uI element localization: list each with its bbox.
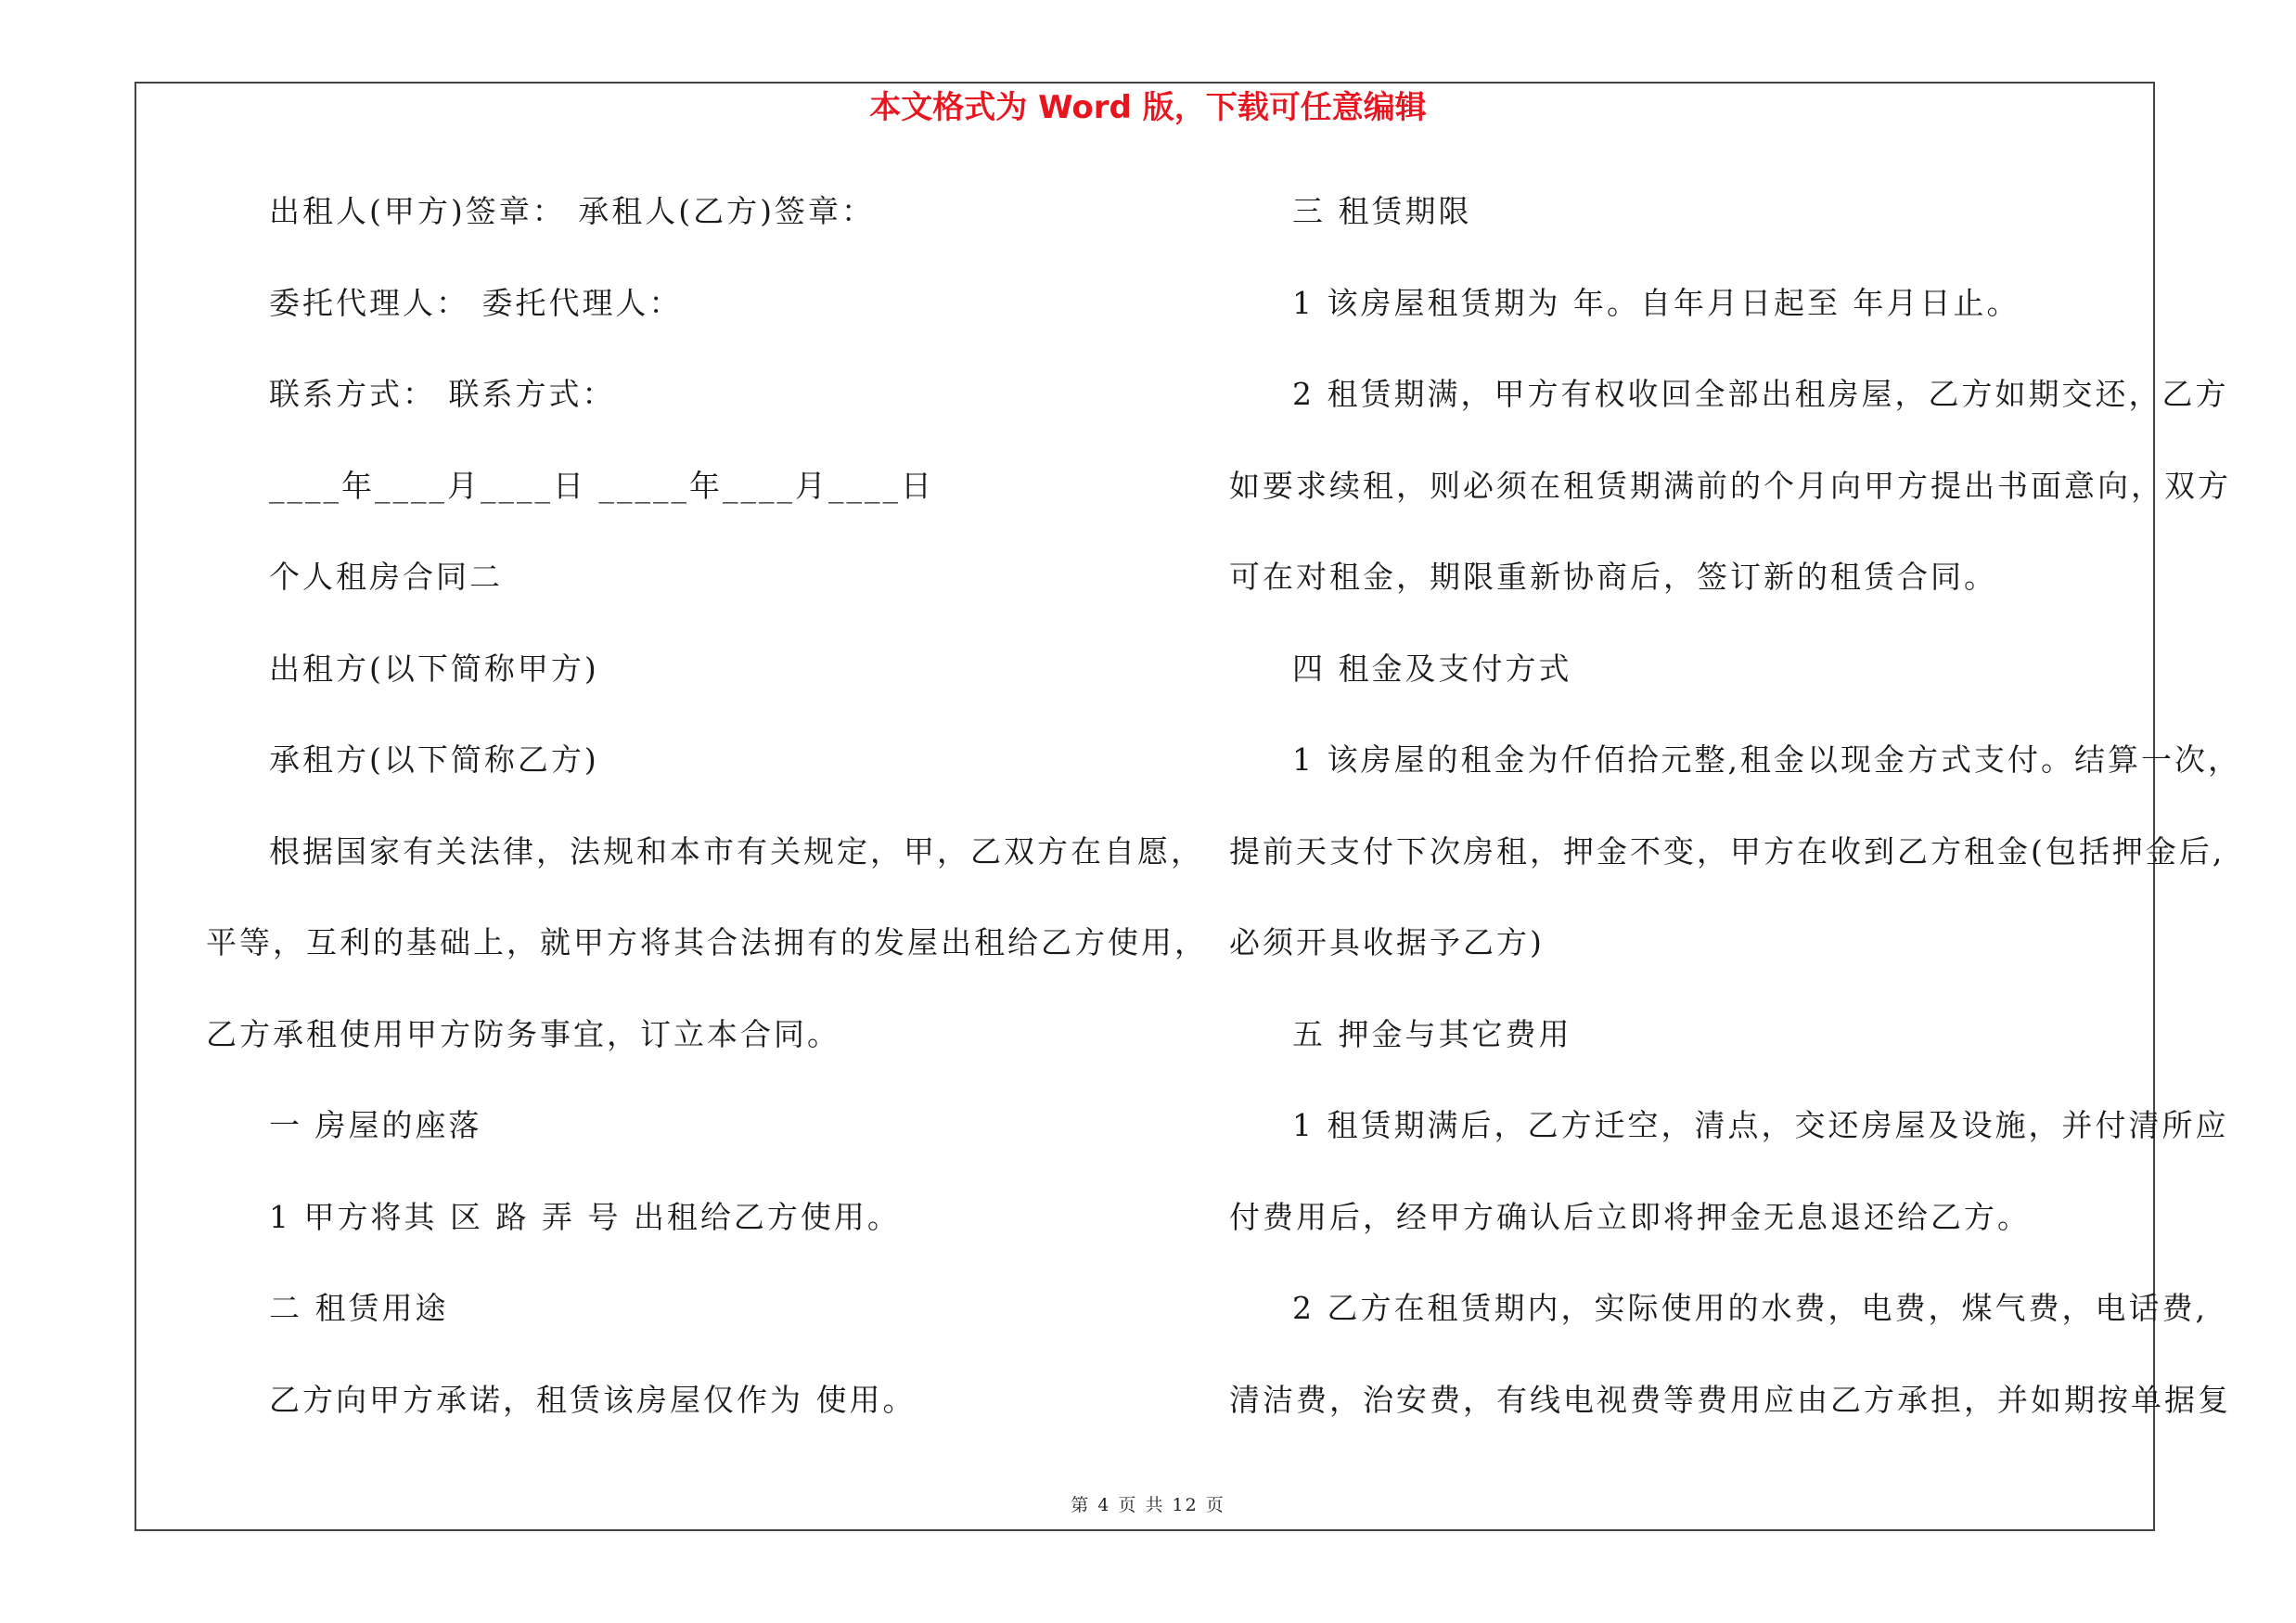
paragraph-line: 清洁费，治安费，有线电视费等费用应由乙方承担，并如期按单据复	[1229, 1381, 2231, 1418]
paragraph-line: 个人租房合同二	[269, 559, 503, 595]
paragraph-line: ____年____月____日 _____年____月____日	[269, 467, 934, 504]
paragraph-line: 出租方(以下简称甲方)	[269, 650, 599, 687]
paragraph-line: 根据国家有关法律，法规和本市有关规定，甲，乙双方在自愿，	[269, 832, 1204, 869]
paragraph-line: 1 该房屋的租金为仟佰拾元整,租金以现金方式支付。结算一次，	[1292, 741, 2241, 778]
paragraph-line: 乙方向甲方承诺，租赁该房屋仅作为 使用。	[269, 1381, 917, 1418]
paragraph-line: 提前天支付下次房租，押金不变，甲方在收到乙方租金(包括押金后,	[1229, 832, 2225, 869]
paragraph-line: 委托代理人： 委托代理人：	[269, 284, 683, 321]
paragraph-line: 联系方式： 联系方式：	[269, 376, 616, 412]
paragraph-line: 必须开具收据予乙方)	[1229, 924, 1545, 960]
right-column	[1229, 184, 2241, 1463]
paragraph-line: 1 租赁期满后，乙方迁空，清点，交还房屋及设施，并付清所应	[1292, 1107, 2229, 1143]
paragraph-line: 1 该房屋租赁期为 年。自年月日起至 年月日止。	[1292, 284, 2020, 321]
paragraph-line: 四 租金及支付方式	[1292, 650, 1572, 687]
paragraph-line: 出租人(甲方)签章： 承租人(乙方)签章：	[269, 193, 875, 229]
left-column	[206, 184, 1208, 1463]
paragraph-line: 付费用后，经甲方确认后立即将押金无息退还给乙方。	[1229, 1198, 2031, 1235]
paragraph-line: 一 房屋的座落	[269, 1107, 482, 1143]
paragraph-line: 五 押金与其它费用	[1292, 1015, 1572, 1052]
paragraph-line: 1 甲方将其 区 路 弄 号 出租给乙方使用。	[269, 1198, 901, 1235]
format-banner: 本文格式为 Word 版，下载可任意编辑	[869, 89, 1427, 126]
paragraph-line: 承租方(以下简称乙方)	[269, 741, 599, 778]
paragraph-line: 可在对租金，期限重新协商后，签订新的租赁合同。	[1229, 559, 1997, 595]
page-number-footer: 第 4 页 共 12 页	[1071, 1495, 1225, 1515]
paragraph-line: 2 租赁期满，甲方有权收回全部出租房屋，乙方如期交还，乙方	[1292, 376, 2229, 412]
paragraph-line: 2 乙方在租赁期内，实际使用的水费，电费，煤气费，电话费,	[1292, 1290, 2208, 1326]
paragraph-line: 如要求续租，则必须在租赁期满前的个月向甲方提出书面意向，双方	[1229, 467, 2231, 504]
paragraph-line: 平等，互利的基础上，就甲方将其合法拥有的发屋出租给乙方使用，	[206, 924, 1208, 960]
paragraph-line: 三 租赁期限	[1292, 193, 1472, 229]
paragraph-line: 二 租赁用途	[269, 1290, 449, 1326]
paragraph-line: 乙方承租使用甲方防务事宜，订立本合同。	[206, 1015, 840, 1052]
